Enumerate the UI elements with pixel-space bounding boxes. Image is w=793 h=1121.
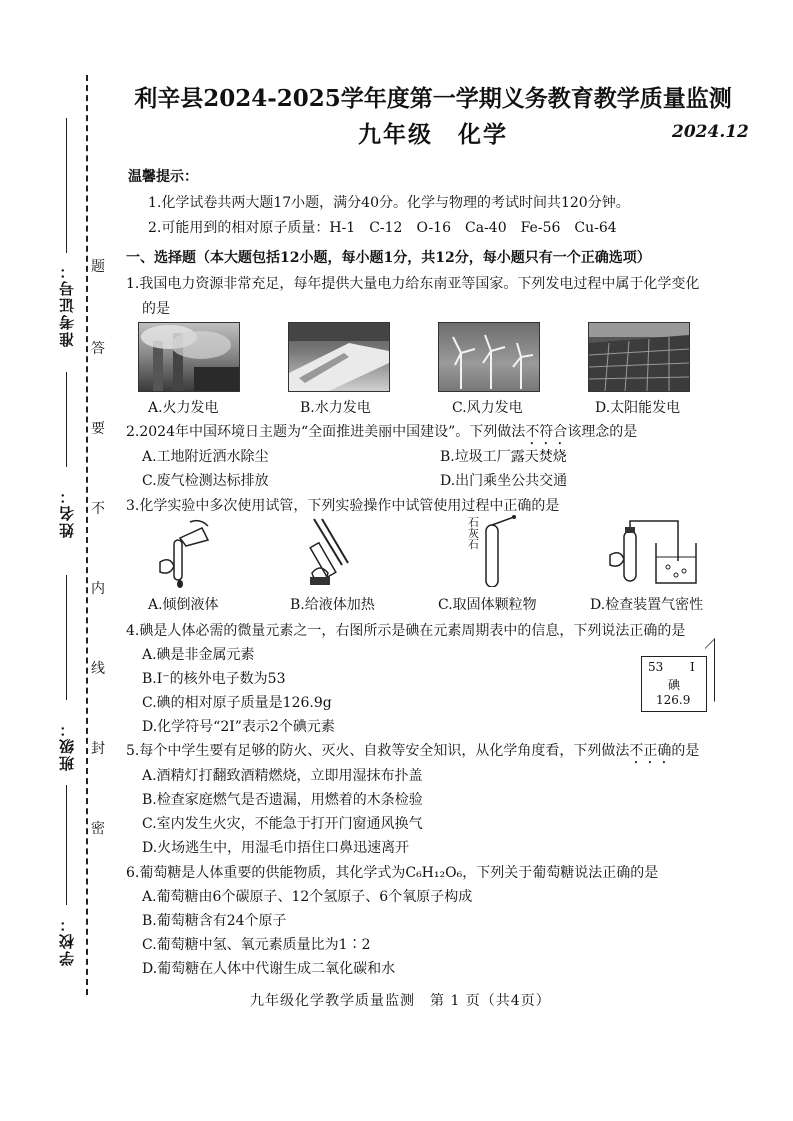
option-a: A.火力发电 [148,400,219,416]
option-c: C.室内发生火灾，不能急于打开门窗通风换气 [142,816,423,832]
question-3-stem: 3.化学实验中多次使用试管，下列实验操作中试管使用过程中正确的是 [126,498,560,514]
exam-date: 2024.12 [672,122,749,142]
option-b: B.葡萄糖含有24个原子 [142,913,287,929]
option-d: D.检查装置气密性 [590,597,704,613]
question-2-emphasis: 不符合 [525,424,568,440]
stone-label-2: 灰 [468,527,479,540]
airtightness-diagram [608,517,698,587]
option-a: A.酒精灯打翻致酒精燃烧，立即用湿抹布扑盖 [142,768,423,784]
question-5-emphasis: 不正确 [629,743,672,759]
option-a: A.倾倒液体 [148,597,219,613]
page-subtitle: 九年级 化学 [358,121,508,148]
hydro-power-image [288,322,390,392]
solid-particle-diagram [480,515,520,587]
name-line [66,575,67,700]
question-5-stem [126,740,699,767]
question-4-stem: 4.碘是人体必需的微量元素之一，右图所示是碘在元素周期表中的信息，下列说法正确的是 [126,623,686,639]
stone-label-1: 石 [468,516,479,529]
pour-liquid-diagram [150,518,220,588]
seal-char: 密 [91,821,105,837]
atomic-number: 53 [648,660,664,674]
seal-char: 线 [91,661,105,677]
exam-id-line [66,118,67,253]
school-label: 学校： [58,915,76,966]
question-1-stem-cont: 的是 [142,301,170,317]
option-d: D.化学符号“2I”表示2个碘元素 [142,719,335,735]
option-a: A.葡萄糖由6个碳原子、12个氢原子、6个氧原子构成 [142,889,473,905]
seal-char: 内 [91,581,105,597]
seal-char: 题 [91,259,105,275]
class-label: 班级： [58,720,76,771]
stone-label [468,517,479,550]
class-line [66,785,67,905]
exam-id-line-lower [66,372,67,467]
option-b: B.水力发电 [300,400,371,416]
seal-char: 不 [91,501,105,517]
option-a: A.碘是非金属元素 [142,647,255,663]
question-2-stem [126,421,637,448]
exam-id-label: 准考证号： [58,262,76,347]
element-name: 碘 [668,678,681,692]
option-b: B.检查家庭燃气是否遗漏，用燃着的木条检验 [142,792,423,808]
solar-power-image [588,322,690,392]
seal-char: 要 [91,421,105,437]
option-b: B.I⁻的核外电子数为53 [142,671,286,687]
option-d: D.太阳能发电 [595,400,681,416]
heat-liquid-diagram [296,515,366,587]
atomic-mass: 126.9 [656,693,691,707]
element-symbol: I [690,660,695,674]
binding-dashed-line [86,75,88,995]
thermal-power-image [138,322,240,392]
question-1-stem: 1.我国电力资源非常充足，每年提供大量电力给东南亚等国家。下列发电过程中属于化学变化 [126,276,700,292]
question-5-stem-a: 5.每个中学生要有足够的防火、灭火、自救等安全知识，从化学角度看，下列做法 [126,743,630,759]
option-a: A.工地附近洒水除尘 [142,449,269,465]
page-footer: 九年级化学教学质量监测 第 1 页（共4页） [250,993,551,1009]
option-c: C.取固体颗粒物 [438,597,537,613]
question-2-stem-a: 2.2024年中国环境日主题为“全面推进美丽中国建设”。下列做法 [126,424,526,440]
option-c: C.风力发电 [452,400,523,416]
question-5-stem-b: 的是 [671,743,700,759]
option-c: C.葡萄糖中氢、氧元素质量比为1∶2 [142,937,371,953]
option-b: B.给液体加热 [290,597,375,613]
option-c: C.碘的相对原子质量是126.9g [142,695,332,711]
periodic-table-cell [641,656,707,712]
option-c: C.废气检测达标排放 [142,473,269,489]
seal-char: 封 [91,741,105,757]
stone-label-3: 石 [468,538,479,551]
section-heading: 一、选择题（本大题包括12小题，每小题1分，共12分，每小题只有一个正确选项） [126,250,651,266]
name-label: 姓名： [58,487,76,538]
seal-char: 答 [91,341,105,357]
wind-power-image [438,322,540,392]
tips-heading: 温馨提示： [128,169,198,185]
option-d: D.出门乘坐公共交通 [440,473,568,489]
option-b: B.垃圾工厂露天焚烧 [440,449,567,465]
page-title: 利辛县2024-2025学年度第一学期义务教育教学质量监测 [134,85,732,112]
option-d: D.火场逃生中，用湿毛巾捂住口鼻迅速离开 [142,840,410,856]
tip-item: 2.可能用到的相对原子质量：H-1 C-12 O-16 Ca-40 Fe-56 Cu-64 [148,220,617,236]
option-d: D.葡萄糖在人体中代谢生成二氧化碳和水 [142,961,396,977]
question-6-stem: 6.葡萄糖是人体重要的供能物质，其化学式为C₆H₁₂O₆，下列关于葡萄糖说法正确的是 [126,865,659,881]
question-2-stem-b: 该理念的是 [567,424,638,440]
tip-item: 1.化学试卷共两大题17小题，满分40分。化学与物理的考试时间共120分钟。 [148,195,630,211]
